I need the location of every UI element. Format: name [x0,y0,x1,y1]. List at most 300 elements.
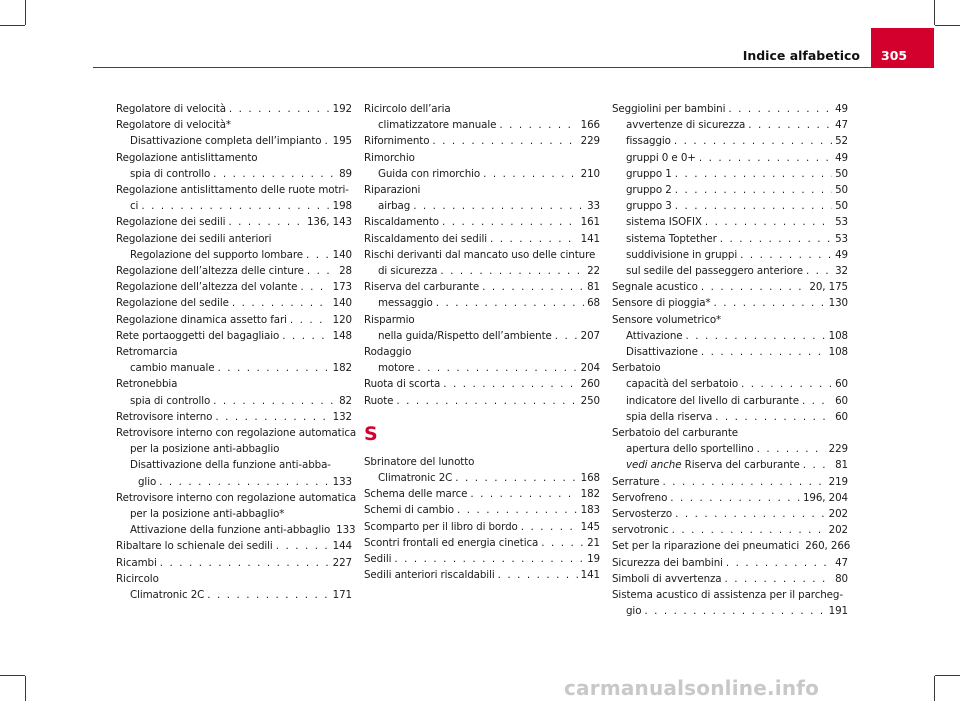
page-reference: 53 [835,232,848,245]
entry-term: fissaggio [626,135,671,148]
entry-term: Climatronic 2C [130,589,205,602]
entry-term: Retrovisore interno con regolazione automatica [116,491,357,504]
index-entry [116,312,352,328]
entry-term: indicatore del livello di carburante [626,394,799,407]
dot-leader [482,279,584,295]
entry-term: Schema delle marce [364,488,468,501]
index-entry [364,470,600,486]
dot-leader [413,198,584,214]
entry-term: Regolazione del sedile [116,297,229,310]
dot-leader [499,117,577,133]
entry-term: Rifornimento [364,135,430,148]
dot-leader [159,474,329,490]
page-reference: 22 [587,265,600,278]
page-reference: 47 [835,556,848,569]
index-entry [612,247,848,263]
page-reference: 202 [828,524,848,537]
dot-leader [213,393,336,409]
index-entry [364,279,600,295]
entry-term: Riserva del carburante [684,459,800,472]
dot-leader [442,214,578,230]
index-entry [116,279,352,295]
entry-term: Ricircolo dell’aria [364,103,451,115]
entry-term: Sensore di pioggia* [612,297,711,310]
entry-term: Rimorchio [364,151,415,164]
entry-term: Risparmio [364,313,415,326]
index-entry [364,344,600,360]
entry-term: Riscaldamento [364,216,439,229]
entry-term: Regolatore di velocità* [116,119,231,132]
page-reference: 120 [332,313,352,326]
dot-leader [806,263,832,279]
dot-leader [715,409,832,425]
crop-mark [935,25,960,26]
entry-term: climatizzatore manuale [378,119,497,132]
dot-leader [307,263,336,279]
entry-term: Guida con rimorchio [378,167,481,180]
entry-term: Rischi derivanti dal mancato uso delle cinture [364,248,596,261]
index-entry [364,393,600,409]
index-entry [116,344,352,360]
page-reference: 141 [580,569,600,582]
page-reference: 20, 175 [809,281,848,294]
dot-leader [324,133,329,149]
entry-term: Retronebbia [116,378,178,391]
entry-term: Regolazione dell’altezza del volante [116,281,298,294]
section-letter: S [364,422,378,445]
entry-term: Riserva del carburante [364,281,480,294]
index-entry [364,214,600,230]
entry-term: Serrature [612,475,660,488]
dot-leader [282,328,329,344]
page-reference: 33 [587,200,600,213]
page-reference: 141 [580,232,600,245]
entry-term: Retrovisore interno con regolazione automatica [116,427,357,440]
index-entry [364,328,600,344]
index-entry [116,506,352,522]
entry-term: Regolazione dell’altezza delle cinture [116,265,304,278]
dot-leader [490,231,578,247]
index-entry [364,567,600,583]
page-reference: 19 [587,553,600,566]
entry-term: cambio manuale [130,362,215,375]
index-entry [612,490,848,506]
index-entry [116,587,352,603]
entry-term: Ruote [364,394,394,407]
index-entry [612,360,848,376]
entry-term: per la posizione anti-abbaglio* [130,508,285,521]
entry-term: Attivazione [626,329,683,342]
entry-term: avvertenze di sicurezza [626,119,746,132]
dot-leader [455,470,577,486]
entry-term: servotronic [612,524,669,537]
index-entry [612,328,848,344]
entry-term: Disattivazione completa dell’impianto [130,135,322,148]
index-entry [612,409,848,425]
dot-leader [720,231,832,247]
index-entry [116,441,352,457]
index-entry [612,506,848,522]
index-entry [612,117,848,133]
index-entry [612,538,851,554]
dot-leader [757,441,826,457]
entry-term: nella guida/Rispetto dell’ambiente [378,329,552,342]
page-reference: 21 [587,536,600,549]
entry-term: Sedili [364,553,392,566]
entry-term: Regolazione dei sedili anteriori [116,232,272,245]
index-entry [116,474,352,490]
dot-leader [662,474,825,490]
index-entry [612,425,848,441]
entry-term: sistema ISOFIX [626,216,702,229]
page-reference: 145 [580,520,600,533]
dot-leader [714,295,826,311]
page-reference: 50 [835,200,848,213]
dot-leader [217,360,329,376]
dot-leader [483,166,578,182]
page-reference: 192 [332,103,352,115]
dot-leader [803,457,832,473]
page-reference: 229 [828,443,848,456]
page-reference: 227 [332,556,352,569]
entry-term: motore [378,362,415,375]
index-entry [116,360,352,376]
entry-term: Regolazione antislittamento [116,151,258,164]
dot-leader [394,551,584,567]
page-reference: 148 [332,329,352,342]
entry-term: Ricambi [116,556,157,569]
index-entry [612,150,848,166]
dot-leader [675,506,826,522]
index-entry [612,198,848,214]
dot-leader [417,360,577,376]
page-reference: 204 [580,362,600,375]
entry-term: Regolazione dinamica assetto fari [116,313,287,326]
index-entry [612,522,848,538]
entry-term: messaggio [378,297,433,310]
dot-leader [306,247,330,263]
entry-term: Servosterzo [612,508,673,521]
dot-leader [555,328,578,344]
index-entry [116,376,352,392]
page-reference: 260 [580,378,600,391]
page-reference: 195 [332,135,352,148]
entry-term: Retrovisore interno [116,410,213,423]
page-reference: 260, 266 [805,540,851,553]
dot-leader [440,263,584,279]
dot-leader [675,182,832,198]
index-entry [612,312,848,328]
index-entry [364,150,600,166]
page-reference: 144 [332,540,352,553]
page-reference: 183 [580,504,600,517]
dot-leader [748,117,832,133]
header-rule [93,67,871,68]
page-reference: 32 [835,265,848,278]
index-entry [612,263,848,279]
index-entry [116,101,352,117]
entry-term: Ruota di scorta [364,378,441,391]
index-entry [612,457,848,473]
page-reference: 171 [332,589,352,602]
entry-term: airbag [378,200,411,213]
index-entry [612,474,848,490]
dot-leader [215,409,329,425]
page-reference: 132 [332,410,352,423]
index-entry [116,198,352,214]
entry-term: per la posizione anti-abbaglio [130,443,280,456]
page-reference: 53 [835,216,848,229]
entry-term: Riscaldamento dei sedili [364,232,487,245]
entry-term: Regolazione antislittamento delle ruote motri- [116,184,349,197]
entry-term: Sedili anteriori riscaldabili [364,569,495,582]
index-entry [116,295,352,311]
dot-leader [213,166,336,182]
dot-leader [160,555,330,571]
entry-term: suddivisione in gruppi [626,248,738,261]
entry-term: gruppo 1 [626,167,672,180]
dot-leader [470,486,577,502]
page-reference: 60 [835,410,848,423]
index-entry [116,538,352,554]
dot-leader [498,567,578,583]
index-entry [364,295,600,311]
crop-mark [25,0,26,25]
index-entry [612,214,848,230]
page-reference: 202 [828,508,848,521]
index-entry [364,454,600,470]
entry-term: Rete portaoggetti del bagagliaio [116,329,280,342]
index-entry [612,231,848,247]
page-reference: 166 [580,119,600,132]
entry-term: spia di controllo [130,394,211,407]
entry-term: spia della riserva [626,410,713,423]
index-entry [364,360,600,376]
entry-term: gruppo 2 [626,184,672,197]
index-entry [364,519,600,535]
dot-leader [228,214,304,230]
index-entry [116,490,357,506]
dot-leader [521,519,578,535]
page-reference: 198 [332,200,352,213]
index-entry [612,555,848,571]
dot-leader [670,490,800,506]
dot-leader [705,214,832,230]
dot-leader [300,279,329,295]
page-reference: 140 [332,297,352,310]
entry-term: Regolazione del supporto lombare [130,248,304,261]
entry-term: Segnale acustico [612,281,698,294]
page-reference: 49 [835,151,848,164]
dot-leader [443,376,577,392]
dot-leader [207,587,329,603]
entry-term: Simboli di avvertenza [612,572,722,585]
page-number: 305 [881,48,908,63]
page-reference: 173 [332,281,352,294]
entry-term: Attivazione della funzione anti-abbaglio [130,524,331,537]
entry-term: Serbatoio [612,362,661,375]
crop-mark [935,675,960,676]
dot-leader [290,312,330,328]
crop-mark [0,25,25,26]
index-entry [116,247,352,263]
index-entry [116,117,352,133]
dot-leader [725,571,833,587]
page-reference: 47 [835,119,848,132]
page-reference: 52 [835,135,848,148]
dot-leader [675,198,832,214]
index-entry [116,231,352,247]
dot-leader [802,393,832,409]
dot-leader [701,279,807,295]
page-reference: 82 [339,394,352,407]
index-entry [116,214,352,230]
page-reference: 89 [339,167,352,180]
index-entry [116,263,352,279]
index-entry [116,425,357,441]
entry-term: Set per la riparazione dei pneumatici [612,540,800,553]
page-reference: 60 [835,394,848,407]
dot-leader [701,344,826,360]
page-reference: 130 [828,297,848,310]
index-entry [612,279,848,295]
index-entry [116,457,352,473]
dot-leader [740,247,832,263]
entry-term: Sensore volumetrico* [612,313,722,326]
index-entry [364,182,600,198]
dot-leader [396,393,577,409]
page-title: Indice alfabetico [742,48,860,63]
dot-leader [276,538,330,554]
entry-term: Servofreno [612,491,668,504]
dot-leader [699,150,832,166]
dot-leader [229,101,330,117]
cross-reference-prefix: vedi anche [626,459,682,472]
index-entry [364,551,600,567]
entry-term: Serbatoio del carburante [612,427,739,440]
dot-leader [141,198,329,214]
page-reference: 28 [339,265,352,278]
index-entry [612,376,848,392]
page-reference: 49 [835,103,848,115]
entry-term: Retromarcia [116,346,178,359]
index-entry [116,150,352,166]
entry-term: Regolatore di velocità [116,103,226,115]
page-reference: 182 [580,488,600,501]
crop-mark [0,675,25,676]
entry-term: Disattivazione della funzione anti-abba- [130,459,331,472]
entry-term: apertura dello sportellino [626,443,754,456]
index-entry [364,486,600,502]
entry-term: Scontri frontali ed energia cinetica [364,536,539,549]
index-entry [116,133,352,149]
index-entry [612,393,848,409]
index-entry [364,133,600,149]
entry-term: Disattivazione [626,346,698,359]
page-reference: 196, 204 [802,491,848,504]
dot-leader [686,328,826,344]
index-entry [116,522,356,538]
index-entry [364,231,600,247]
index-entry [364,166,600,182]
dot-leader [644,603,825,619]
crop-mark [934,0,935,25]
page-reference: 108 [828,329,848,342]
index-column-2 [364,101,600,583]
page-reference: 60 [835,378,848,391]
index-entry [364,502,600,518]
page-reference: 81 [835,459,848,472]
index-entry [364,312,600,328]
index-entry [364,247,600,263]
entry-term: Climatronic 2C [378,472,453,485]
index-entry [364,376,600,392]
page-reference: 210 [580,167,600,180]
dot-leader [728,101,832,117]
entry-term: ci [130,200,139,213]
page-reference: 161 [580,216,600,229]
index-entry [612,587,848,603]
index-entry [612,441,848,457]
entry-term: Sistema acustico di assistenza per il parcheg- [612,589,843,602]
entry-term: Riparazioni [364,184,421,197]
dot-leader [674,133,832,149]
index-entry [116,409,352,425]
page-reference: 68 [587,297,600,310]
entry-term: Schemi di cambio [364,504,454,517]
page-reference: 182 [332,362,352,375]
page-reference: 168 [580,472,600,485]
page-reference: 50 [835,184,848,197]
page-reference: 229 [580,135,600,148]
dot-leader [432,133,577,149]
index-entry [364,535,600,551]
index-entry [116,166,352,182]
index-entry [116,571,352,587]
index-entry [612,295,848,311]
entry-term: sul sedile del passeggero anteriore [626,265,803,278]
entry-term: Seggiolini per bambini [612,103,726,115]
page-reference: 49 [835,248,848,261]
page-reference: 207 [580,329,600,342]
entry-term: Ribaltare lo schienale dei sedili [116,540,273,553]
entry-term: spia di controllo [130,167,211,180]
entry-term: gruppo 3 [626,200,672,213]
page-reference: 250 [580,394,600,407]
entry-term: glio [138,475,157,488]
dot-leader [541,535,584,551]
index-entry [364,117,600,133]
entry-term: sistema Toptether [626,232,717,245]
page-reference: 81 [587,281,600,294]
index-entry [612,182,848,198]
dot-leader [672,522,826,538]
index-entry [612,344,848,360]
entry-term: Sicurezza dei bambini [612,556,723,569]
index-column-1 [116,101,357,603]
entry-term: Regolazione dei sedili [116,216,226,229]
index-entry [612,133,848,149]
page-reference: 108 [828,346,848,359]
entry-term: capacità del serbatoio [626,378,739,391]
index-entry [612,101,848,117]
crop-mark [934,676,935,701]
entry-term: Scomparto per il libro di bordo [364,520,518,533]
index-entry [116,555,352,571]
index-entry [364,263,600,279]
index-entry [116,393,352,409]
index-entry [612,166,848,182]
